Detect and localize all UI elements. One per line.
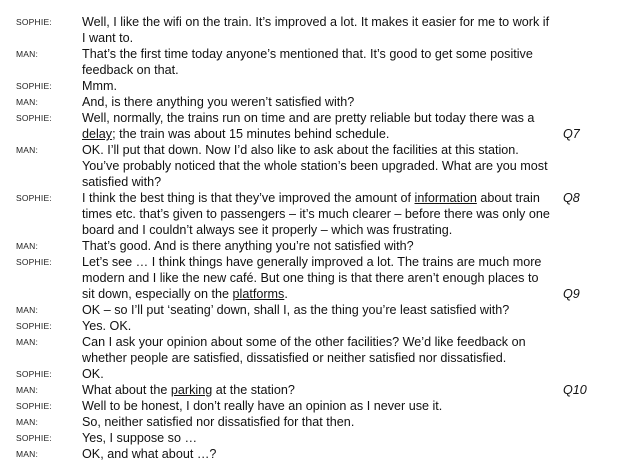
speaker-label: MAN: [16, 305, 39, 315]
utterance-text: OK. I’ll put that down. Now I’d also like to ask about the facilities at this station. You’ve probably noticed that the whole station’s been upgraded. What are you most satisfied with? [82, 143, 548, 189]
speaker-label: MAN: [16, 49, 39, 59]
question-marker: Q7 [563, 127, 580, 141]
utterance-text: OK – so I’ll put ‘seating’ down, shall I, as the thing you’re least satisfied with? [82, 303, 510, 317]
speaker-label: MAN: [16, 385, 39, 395]
utterance-text: Let’s see … I think things have generally improved a lot. The trains are much more modern and I like the new café. But one thing is that there aren’t enough places to sit down, especially on the platforms. [82, 255, 542, 301]
utterance-text: Well, I like the wifi on the train. It’s improved a lot. It makes it easier for me to work if I want to. [82, 15, 550, 45]
answer-information: information [414, 191, 477, 205]
utterance-text: That’s the first time today anyone’s mentioned that. It’s good to get some positive feedback on that. [82, 47, 533, 77]
utterance-text: So, neither satisfied nor dissatisfied for that then. [82, 415, 355, 429]
speaker-label: MAN: [16, 97, 39, 107]
speaker-label: SOPHIE: [16, 401, 52, 411]
speaker-label: SOPHIE: [16, 113, 52, 123]
speaker-label: MAN: [16, 417, 39, 427]
utterance-text: OK, and what about …? [82, 447, 217, 461]
utterance-text: OK. [82, 367, 104, 381]
speaker-label: SOPHIE: [16, 193, 52, 203]
utterance-text: And, is there anything you weren’t satisfied with? [82, 95, 355, 109]
utterance-text: What about the parking at the station? [82, 383, 295, 397]
utterance-text: Yes, I suppose so … [82, 431, 198, 445]
question-marker: Q9 [563, 287, 580, 301]
speaker-label: MAN: [16, 145, 39, 155]
utterance-text: That’s good. And is there anything you’re not satisfied with? [82, 239, 414, 253]
speaker-label: MAN: [16, 337, 39, 347]
answer-delay: delay [82, 127, 113, 141]
utterance-text: Yes. OK. [82, 319, 132, 333]
utterance-text: Mmm. [82, 79, 117, 93]
utterance-text: Well, normally, the trains run on time and are pretty reliable but today there was a delay; the train was about 15 minutes behind schedule. [82, 111, 535, 141]
question-marker: Q8 [563, 191, 580, 205]
speaker-label: MAN: [16, 449, 39, 459]
answer-parking: parking [170, 383, 213, 397]
utterance-text: I think the best thing is that they’ve improved the amount of information about train times etc. that’s given to passengers – it’s much clearer – before there was only one board and I couldn’t always see it properly – which was frustrating. [82, 191, 550, 237]
speaker-label: SOPHIE: [16, 321, 52, 331]
speaker-label: SOPHIE: [16, 433, 52, 443]
speaker-label: MAN: [16, 241, 39, 251]
speaker-label: SOPHIE: [16, 17, 52, 27]
answer-platforms: platforms [232, 287, 285, 301]
utterance-text: Well to be honest, I don’t really have an opinion as I never use it. [82, 399, 443, 413]
speaker-label: SOPHIE: [16, 257, 52, 267]
speaker-label: SOPHIE: [16, 81, 52, 91]
question-marker: Q10 [563, 383, 587, 397]
utterance-text: Can I ask your opinion about some of the other facilities? We’d like feedback on whether people are satisfied, dissatisfied or neither satisfied nor dissatisfied. [82, 335, 526, 365]
speaker-label: SOPHIE: [16, 369, 52, 379]
